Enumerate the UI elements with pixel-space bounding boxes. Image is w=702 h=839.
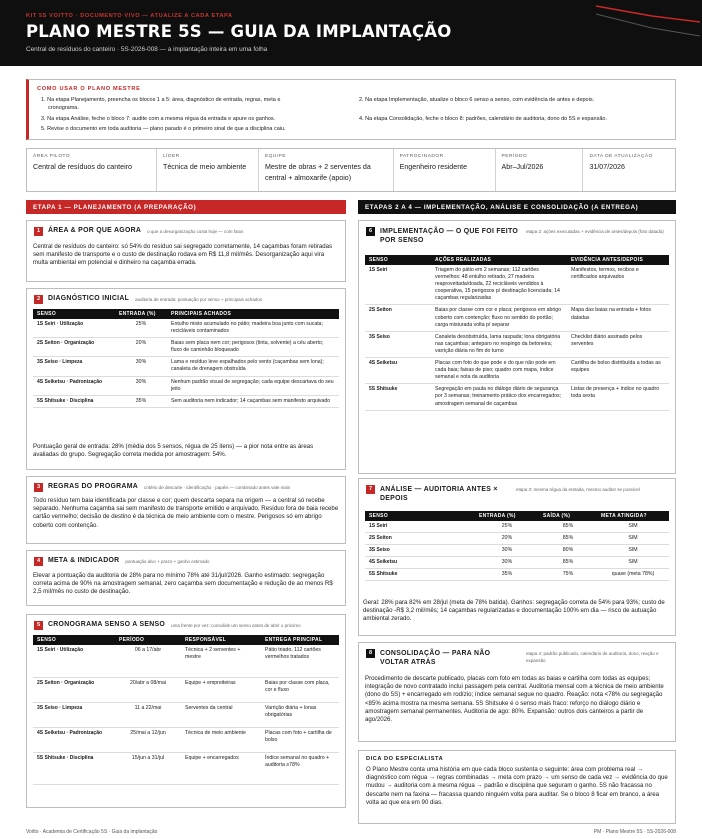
meta-label: PATROCINADOR: [399, 154, 444, 159]
table-cell: 5S Shitsuke · Disciplina: [33, 752, 115, 784]
block-number: 1: [34, 227, 43, 236]
table-row: [365, 331, 669, 357]
block-meta: uma frente por vez: consolide um senso antes de abrir o próximo: [171, 623, 301, 628]
table-cell: 2S Seiton: [365, 305, 431, 331]
block-3-card: [26, 476, 346, 544]
table-cell: Técnica de meio ambiente: [181, 727, 261, 752]
block-number: 6: [366, 227, 375, 236]
table-row: [365, 305, 669, 331]
meta-sponsor: [394, 149, 496, 191]
table-cell: 1S Seiri: [365, 265, 431, 305]
table-row: [365, 569, 669, 581]
meta-label: DATA DE ATUALIZAÇÃO: [589, 154, 653, 159]
table-row: [33, 338, 339, 357]
stage2-bar: ETAPAS 2 A 4 — IMPLEMENTAÇÃO, ANÁLISE E CONSOLIDAÇÃO (A ENTREGA): [358, 200, 676, 214]
table-row: [365, 557, 669, 569]
tip-text: O Plano Mestre conta uma história em que cada bloco sustenta o seguinte: área com problema real → diagnóstico com régua → regras combinadas → meta com prazo → um senso de cada vez → evidência do que mudou → auditoria com a mesma régua → padrão e disciplina que seguram o ganho. 5S não fracassa no descarte nem na faxina — fracassa quando ninguém volta para auditar. Se o bloco 8 ficar em branco, a área volta ao que era em 90 dias.: [366, 766, 668, 806]
table-cell: SIM: [597, 521, 669, 533]
table-cell: 1S Seiri · Utilização: [33, 319, 115, 338]
table-row: [33, 677, 339, 702]
how-to-step: 1. Na etapa Planejamento, preencha os blocos 1 a 5: área, diagnóstico de entrada, regras, meta e: [41, 97, 281, 103]
table-cell: quase (meta 78%): [597, 569, 669, 581]
block-meta: etapa 2: ações executadas + evidência de antes/depois (foto datada): [526, 229, 664, 234]
table-cell: 75%: [539, 569, 597, 581]
stage1-bar: ETAPA 1 — PLANEJAMENTO (A PREPARAÇÃO): [26, 200, 346, 214]
table-cell: Placas com foto do que pode e do que não pode em cada baia; faixas de piso; quadro com mapa, índice semanal e nota da auditoria: [431, 358, 567, 384]
block-number: 2: [34, 295, 43, 304]
table-cell: 11 a 22/mai: [115, 702, 181, 727]
decorative-arrow-graphic: [592, 0, 702, 40]
block-title: ÁREA & POR QUE AGORA: [48, 227, 142, 234]
table-cell: 20%: [475, 533, 539, 545]
table-cell: 85%: [539, 521, 597, 533]
block-5-card: [26, 614, 346, 808]
table-cell: Mapa das baias na entrada + fotos datadas: [567, 305, 669, 331]
table-cell: Equipe + empreiteiras: [181, 677, 261, 702]
table-cell: 20/abr a 08/mai: [115, 677, 181, 702]
table-row: [365, 533, 669, 545]
table-header: SENSO: [33, 635, 115, 645]
table-header: EVIDÊNCIA ANTES/DEPOIS: [567, 255, 669, 265]
table-row: [33, 752, 339, 784]
tip-title: DICA DO ESPECIALISTA: [366, 756, 444, 762]
how-to-step: 3. Na etapa Análise, feche o bloco 7: audite com a mesma régua da entrada e apure os ganhos.: [41, 116, 276, 122]
table-cell: 25%: [115, 319, 167, 338]
meta-value: 31/07/2026: [589, 163, 625, 171]
table-cell: Sem auditoria nem indicador; 14 caçambas sem manifesto arquivado: [167, 395, 339, 407]
block-title: CONSOLIDAÇÃO — PARA NÃO VOLTAR ATRÁS: [380, 650, 491, 666]
table-cell: Nenhum padrão visual de segregação; cada equipe descartava do seu jeito: [167, 376, 339, 395]
table-cell: 5S Shitsuke: [365, 384, 431, 410]
table-cell: Canaleta desobstruída, lama raspada; lona obrigatória nas caçambas; anteparo no respingo da betoneira; varrição diária no fim do turno: [431, 331, 567, 357]
table-cell: Placas com foto + cartilha de bolso: [261, 727, 339, 752]
block-number: 5: [34, 621, 43, 630]
table-cell: Baias sem placa nem cor; perigosos (tinta, solvente) a céu aberto; fluxo de caminhão bloqueado: [167, 338, 339, 357]
table-header: AÇÕES REALIZADAS: [431, 255, 567, 265]
footer-right: PM · Plano Mestre 5S · 5S-2026-008: [593, 829, 676, 835]
project-meta: [26, 148, 676, 192]
table-header: SENSO: [365, 511, 475, 521]
table-cell: Índice semanal no quadro + auditoria ≥78%: [261, 752, 339, 784]
block-text: Elevar a pontuação da auditoria de 28% para no mínimo 78% até 31/jul/2026. Ganho estimado: segregação correta acima de 90% na amostragem semanal, zero caçamba sem documentação e redução de ao menos R$ 2,5 mil/mês no custo de destinação.: [33, 572, 333, 596]
table-cell: 35%: [475, 569, 539, 581]
table-cell: 5S Shitsuke: [365, 569, 475, 581]
footer-left: Voitto · Academia de Certificação 5S · Guia da implantação: [26, 829, 158, 835]
table-row: [365, 545, 669, 557]
block-number: 4: [34, 557, 43, 566]
block-meta: critério de descarte · identificação · papéis — combinado antes vale mais: [144, 485, 291, 490]
header-banner: [0, 0, 702, 66]
how-to-title: COMO USAR O PLANO MESTRE: [37, 86, 141, 92]
meta-label: PERÍODO: [501, 154, 528, 159]
table-row: [33, 376, 339, 395]
block-2-card: [26, 288, 346, 470]
block-meta: pontuação alvo + prazo + ganho estimado: [125, 559, 210, 564]
table-cell: 35%: [115, 395, 167, 407]
table-header: ENTREGA PRINCIPAL: [261, 635, 339, 645]
table-row: [365, 265, 669, 305]
block-text: Procedimento de descarte publicado, placas com foto em todas as baias e cartilha com todas as equipes; integração de novo contratado inclui passagem pela central. Auditoria mensal com a técnica de meio ambiente (dono do 5S) + encarregado em rodízio; índice semanal segue no quadro. Reação: nota <78% ou segregação <85% acima mostra na mesma semana. 5S Shitsuke é o senso mais fraco: reforço no diálogo diário e amostragem semanal permanentes. Auditoria de ago: 80%. Expansão: outros dois canteiros a partir de ago/2026.: [365, 675, 664, 724]
how-to-step: cronograma.: [48, 105, 79, 111]
table-cell: 25/mai a 12/jun: [115, 727, 181, 752]
block-1-card: [26, 220, 346, 282]
table-cell: 1S Seiri: [365, 521, 475, 533]
table-cell: 25%: [475, 521, 539, 533]
table-cell: 30%: [475, 545, 539, 557]
table-cell: 15/jun a 31/jul: [115, 752, 181, 784]
how-to-step: 4. Na etapa Consolidação, feche o bloco 8: padrões, calendário de auditoria, dono do 5S e expansão.: [359, 116, 607, 122]
expert-tip: [358, 750, 676, 824]
table-cell: 4S Seiketsu · Padronização: [33, 376, 115, 395]
block-title: IMPLEMENTAÇÃO — O QUE FOI FEITO POR SENSO: [380, 228, 519, 244]
block-8-card: [358, 642, 676, 742]
table-cell: 3S Seiso · Limpeza: [33, 357, 115, 376]
audit-table: [365, 511, 669, 581]
table-cell: 85%: [539, 533, 597, 545]
table-cell: Triagem do pátio em 2 semanas; 112 cartões vermelhos: 48 entulho retirado, 27 madeira reaproveitada/doada, 22 recicláveis vendidos à cooperativa, 15 perigosos p/ destinação licenciada; 14 caçambas regularizadas: [431, 265, 567, 305]
block-text: Todo resíduo tem baia identificada por classe e cor; quem descarta separa na origem — a central só recebe separado. Nenhuma caçamba sai sem manifesto de transporte emitido e arquivado. Resíduo fora de baia recebe cartão vermelho; decisão de destino é da técnica de meio ambiente com o mestre. Perigosos só em abrigo coberto com contenção.: [33, 497, 339, 529]
how-to-step: 5. Revise o documento em toda auditoria — plano parado é o primeiro sinal de que a disciplina caiu.: [41, 126, 286, 132]
table-cell: Manifestos, termos, recibos e certificados arquivados: [567, 265, 669, 305]
table-row: [33, 645, 339, 677]
table-cell: SIM: [597, 545, 669, 557]
table-row: [365, 521, 669, 533]
block-meta: o que a desorganização custa hoje — com fatos: [147, 229, 244, 234]
table-cell: Varrição diária + lonas obrigatórias: [261, 702, 339, 727]
meta-label: LÍDER: [163, 154, 180, 159]
diagnosis-note: Pontuação geral de entrada: 28% (média dos 5 sensos, régua de 25 itens) — a pior nota entre as áreas avaliadas do grupo. Segregação correta medida por amostragem: 54%.: [33, 443, 314, 459]
table-cell: 3S Seiso · Limpeza: [33, 702, 115, 727]
table-cell: 06 a 17/abr: [115, 645, 181, 677]
meta-value: Técnica de meio ambiente: [163, 163, 247, 171]
table-cell: Baias por classe com cor e placa; perigosos em abrigo coberto com contenção; fluxo no sentido do portão; carga misturada volta p/ separar: [431, 305, 567, 331]
implementation-table: [365, 255, 669, 411]
block-meta: etapa 3: mesma régua da entrada, mesmo auditor se possível: [516, 487, 640, 492]
table-cell: 2S Seiton: [365, 533, 475, 545]
table-cell: Segregação em pauta no diálogo diário de segurança por 3 semanas; treinamento prático dos encarregados; amostragem semanal de caçambas: [431, 384, 567, 410]
table-header: RESPONSÁVEL: [181, 635, 261, 645]
how-to-panel: [26, 79, 676, 140]
table-header: PERÍODO: [115, 635, 181, 645]
schedule-table: [33, 635, 339, 785]
table-cell: 20%: [115, 338, 167, 357]
table-cell: Listas de presença + índice no quadro toda sexta: [567, 384, 669, 410]
table-header: ENTRADA (%): [115, 309, 167, 319]
page-title: PLANO MESTRE 5S — GUIA DA IMPLANTAÇÃO: [26, 22, 452, 41]
block-7-card: [358, 478, 676, 636]
block-title: ANÁLISE — AUDITORIA ANTES × DEPOIS: [380, 486, 498, 502]
meta-area: [27, 149, 157, 191]
table-cell: Checklist diário assinado pelos serventes: [567, 331, 669, 357]
block-text: Central de resíduos do canteiro: só 54% do resíduo sai segregado corretamente, 14 caçambas foram retiradas sem manifesto de transporte e o custo de destinação rodava em R$ 11,8 mil/mês. Desorganização aqui vira multa ambiental em potencial e dinheiro na caçamba errada.: [33, 243, 333, 267]
table-cell: 85%: [539, 557, 597, 569]
table-cell: 30%: [115, 376, 167, 395]
table-header: SAÍDA (%): [539, 511, 597, 521]
how-to-step: 2. Na etapa Implementação, atualize o bloco 6 senso a senso, com evidência de antes e depois.: [359, 97, 595, 103]
table-cell: 3S Seiso: [365, 545, 475, 557]
table-row: [33, 727, 339, 752]
table-cell: 1S Seiri · Utilização: [33, 645, 115, 677]
table-cell: 80%: [539, 545, 597, 557]
table-cell: Equipe + encarregados: [181, 752, 261, 784]
table-cell: 4S Seiketsu: [365, 557, 475, 569]
table-cell: 2S Seiton · Organização: [33, 677, 115, 702]
audit-note: Geral: 28% para 82% em 28/jul (meta de 78% batida). Ganhos: segregação correta de 54% para 93%; custo de destinação -R$ 3,2 mil/mês; 14 caçambas regularizadas e documentação 100% em dia — risco de autuação ambiental zerado.: [363, 599, 665, 623]
table-cell: 5S Shitsuke · Disciplina: [33, 395, 115, 407]
meta-leader: [157, 149, 259, 191]
block-4-card: [26, 550, 346, 606]
table-cell: Entulho misto acumulado no pátio; madeira boa junto com sucata; recicláveis contaminados: [167, 319, 339, 338]
meta-label: EQUIPE: [264, 154, 287, 159]
table-cell: 4S Seiketsu · Padronização: [33, 727, 115, 752]
table-cell: 30%: [475, 557, 539, 569]
table-cell: 2S Seiton · Organização: [33, 338, 115, 357]
table-cell: 30%: [115, 357, 167, 376]
table-row: [33, 395, 339, 407]
meta-value: Central de resíduos do canteiro: [33, 163, 132, 171]
header-subtitle: Central de resíduos do canteiro · 5S-2026-008 — a implantação inteira em uma folha: [26, 46, 268, 53]
block-meta: auditoria de entrada: pontuação por senso + principais achados: [135, 297, 263, 302]
table-header: SENSO: [33, 309, 115, 319]
table-cell: Técnica + 2 serventes + mestre: [181, 645, 261, 677]
table-row: [33, 357, 339, 376]
table-header: ENTRADA (%): [475, 511, 539, 521]
table-cell: SIM: [597, 557, 669, 569]
meta-label: ÁREA PILOTO: [33, 154, 71, 159]
meta-value: Abr–Jul/2026: [501, 163, 544, 171]
block-title: META & INDICADOR: [48, 557, 120, 564]
table-cell: Pátio triado, 112 cartões vermelhos tratados: [261, 645, 339, 677]
table-row: [365, 358, 669, 384]
table-cell: SIM: [597, 533, 669, 545]
block-title: DIAGNÓSTICO INICIAL: [48, 295, 130, 302]
block-number: 7: [366, 485, 375, 494]
block-6-card: [358, 220, 676, 474]
meta-period: [496, 149, 584, 191]
table-header: SENSO: [365, 255, 431, 265]
meta-team: [259, 149, 394, 191]
table-row: [33, 319, 339, 338]
block-meta: etapa 4: padrão publicado, calendário de auditoria, dono, reação e expansão: [526, 651, 659, 663]
meta-value: Mestre de obras + 2 serventes da central + almoxarife (apoio): [264, 163, 371, 182]
block-title: CRONOGRAMA SENSO A SENSO: [48, 621, 166, 628]
table-row: [365, 384, 669, 410]
table-cell: Lama e resíduo leve espalhados pelo vento (caçambas sem lona); canaleta de drenagem obstruída: [167, 357, 339, 376]
block-number: 8: [366, 649, 375, 658]
table-cell: Cartilha de bolso distribuída a todas as equipes: [567, 358, 669, 384]
block-number: 3: [34, 483, 43, 492]
table-cell: 3S Seiso: [365, 331, 431, 357]
table-cell: Baias por classe com placa, cor e fluxo: [261, 677, 339, 702]
table-header: PRINCIPAIS ACHADOS: [167, 309, 339, 319]
header-kicker: KIT 5S VOITTO · DOCUMENTO VIVO — ATUALIZE A CADA ETAPA: [26, 13, 233, 19]
meta-updated: [583, 149, 675, 191]
meta-value: Engenheiro residente: [399, 163, 468, 171]
table-row: [33, 702, 339, 727]
diagnosis-table: [33, 309, 339, 408]
table-cell: 4S Seiketsu: [365, 358, 431, 384]
block-title: REGRAS DO PROGRAMA: [48, 483, 139, 490]
table-header: META ATINGIDA?: [597, 511, 669, 521]
table-cell: Serventes da central: [181, 702, 261, 727]
